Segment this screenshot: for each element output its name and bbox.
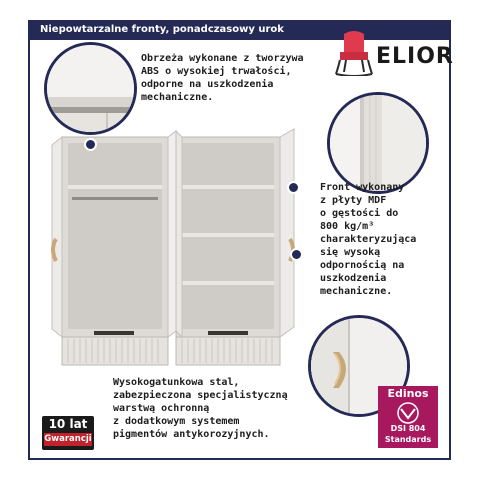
header-title: Niepowtarzalne fronty, ponadczasowy urok [40,24,284,35]
certificate-badge [378,386,438,448]
warranty-badge [42,416,94,450]
handle-marker-dot [290,248,303,261]
edge-marker-dot [84,138,97,151]
edges-description: Obrzeża wykonane z tworzywa ABS o wysokiej trwałości, odporne na uszkodzenia mechaniczne. [141,53,304,103]
edge-detail-image [44,42,137,135]
warranty-years: 10 lat [48,417,88,431]
wardrobe-image [50,125,325,370]
steel-description: Wysokogatunkowa stal, zabezpieczona specjalistyczną warstwą ochronną z dodatkowym systemem pigmentów antykorozyjnych. [113,377,288,440]
certificate-brand: Edinos [387,387,429,400]
warranty-label: Gwarancji [44,434,92,444]
front-detail-image [327,92,429,194]
page-header [28,20,451,40]
certificate-emblem-icon [388,402,428,424]
brand-name: ELIOR [376,44,454,69]
chair-logo-icon [334,28,374,76]
front-marker-dot [287,181,300,194]
certificate-label: Standards [384,435,432,444]
front-description: Front wykonany z płyty MDF o gęstości do 800 kg/m³ charakteryzująca się wysoką odpornością na uszkodzenia mechaniczne. [320,182,417,297]
certificate-code: DSI 804 [390,424,426,433]
